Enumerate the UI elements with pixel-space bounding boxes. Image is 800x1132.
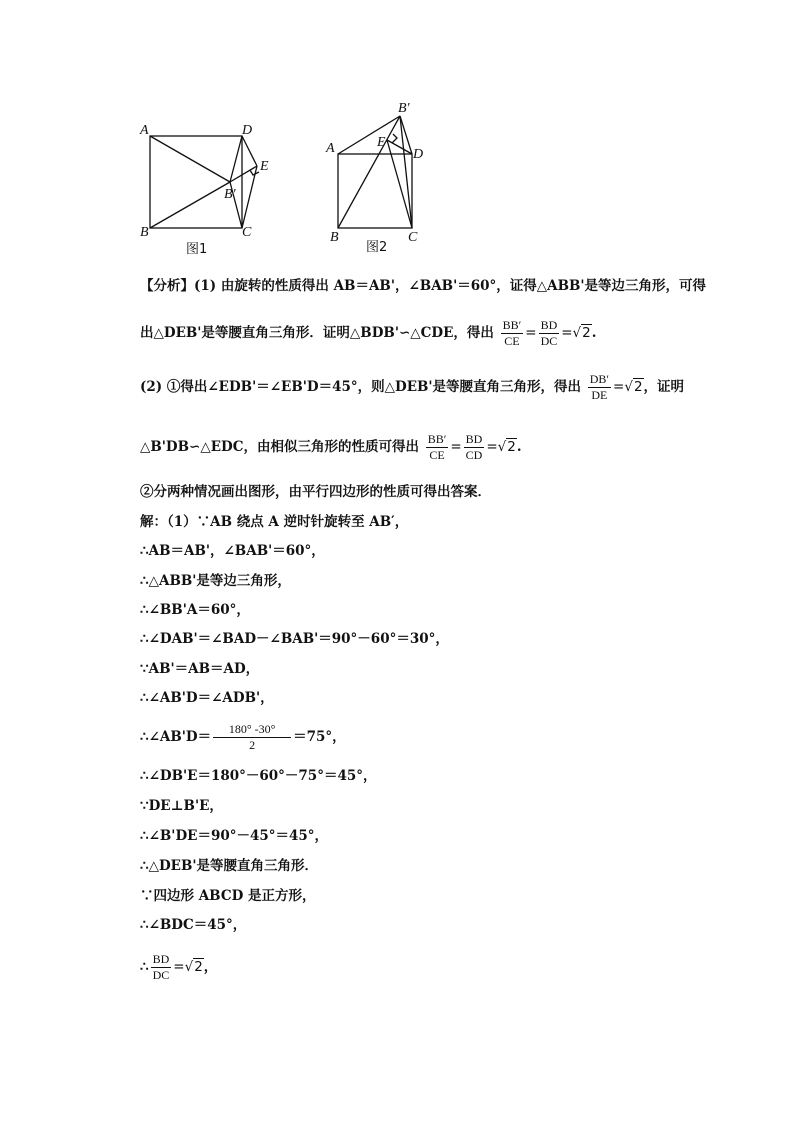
sqrt-2: √2 xyxy=(184,959,203,975)
fraction-bd-dc: $\frac{BD}{DC}$ xyxy=(152,952,170,982)
right-angle-mark xyxy=(392,134,397,143)
figure-1 xyxy=(130,118,290,258)
label-b: B xyxy=(140,225,149,240)
square-abcd xyxy=(150,136,242,228)
label-e: E xyxy=(377,135,386,150)
solution-line-13: ∵四边形 ABCD 是正方形， xyxy=(140,888,316,904)
fraction-bbp-ce: $\frac{BB'}{CE}$ xyxy=(427,432,447,462)
segment-ec xyxy=(387,140,412,228)
sqrt-2: √2 xyxy=(572,325,591,341)
solution-line-7: ∴∠AB'D＝∠ADB'， xyxy=(140,690,274,706)
fraction-bd-dc: $\frac{BD}{DC}$ xyxy=(540,318,558,348)
solution-line-8: ∴∠AB'D＝ $\frac{180^\circ -30^\circ}{2}$ ＝75°， xyxy=(140,722,346,752)
analysis-line-2: 出△DEB'是等腰直角三角形．证明△BDB'∽△CDE，得出 $\frac{BB'}{CE}$ = $\frac{BD}{DC}$ =√2. xyxy=(140,318,597,348)
label-b: B xyxy=(330,230,339,245)
solution-line-5: ∴∠DAB'＝∠BAD－∠BAB'＝90°－60°＝30°， xyxy=(140,631,449,647)
solution-line-14: ∴∠BDC＝45°， xyxy=(140,917,247,933)
fraction-dbp-de: $\frac{DB'}{DE}$ xyxy=(589,372,610,402)
fraction-bbp-ce: $\frac{BB'}{CE}$ xyxy=(502,318,522,348)
segment-bb-prime xyxy=(338,116,400,228)
segment-de xyxy=(242,136,257,166)
solution-line-1: 解：（1）∵AB 绕点 A 逆时针旋转至 AB′， xyxy=(140,514,409,530)
label-d: D xyxy=(242,123,253,138)
segment-cb-prime xyxy=(400,116,412,228)
sqrt-2: √2 xyxy=(497,439,516,455)
label-c: C xyxy=(242,225,252,240)
label-a: A xyxy=(326,141,335,156)
segment-bb-prime xyxy=(150,182,230,228)
label-b-prime: B' xyxy=(398,101,410,116)
label-e: E xyxy=(260,159,269,174)
sqrt-2: √2 xyxy=(624,379,643,395)
figure-caption: 图2 xyxy=(366,240,388,255)
segment-ec xyxy=(242,166,257,228)
solution-line-4: ∴∠BB'A＝60°， xyxy=(140,602,250,618)
figure-caption: 图1 xyxy=(186,242,208,257)
figure-2 xyxy=(322,96,432,258)
analysis-line-5: ②分两种情况画出图形，由平行四边形的性质可得出答案． xyxy=(140,484,491,500)
segment-ab-prime xyxy=(338,116,400,154)
label-c: C xyxy=(408,230,418,245)
label-b-prime: B' xyxy=(224,187,236,202)
segment-db-prime xyxy=(230,136,242,182)
solution-line-2: ∴AB＝AB'，∠BAB'＝60°， xyxy=(140,543,325,559)
solution-line-6: ∵AB'＝AB＝AD， xyxy=(140,661,260,677)
solution-line-9: ∴∠DB'E＝180°－60°－75°＝45°， xyxy=(140,768,377,784)
fraction-angle-calc: $\frac{180^\circ -30^\circ}{2}$ xyxy=(213,722,291,753)
label-d: D xyxy=(413,147,424,162)
fraction-bd-cd: $\frac{BD}{CD}$ xyxy=(465,432,483,462)
analysis-line-1: 【分析】(1) 由旋转的性质得出 AB＝AB'，∠BAB'＝60°，证得△ABB'是等边三角形，可得 xyxy=(140,278,707,294)
solution-line-10: ∵DE⊥B'E， xyxy=(140,798,223,814)
solution-line-12: ∴△DEB'是等腰直角三角形． xyxy=(140,858,319,874)
label-a: A xyxy=(140,123,149,138)
solution-line-15: ∴ $\frac{BD}{DC}$ =√2， xyxy=(140,952,218,982)
analysis-line-4: △B'DB∽△EDC，由相似三角形的性质可得出 $\frac{BB'}{CE}$ = $\frac{BD}{CD}$ =√2. xyxy=(140,432,522,462)
solution-line-3: ∴△ABB'是等边三角形， xyxy=(140,573,291,589)
solution-line-11: ∴∠B'DE＝90°－45°＝45°， xyxy=(140,828,329,844)
analysis-line-3: (2) ①得出∠EDB'＝∠EB'D＝45°，则△DEB'是等腰直角三角形，得出 $\frac{DB'}{DE}$ =√2，证明 xyxy=(140,372,685,402)
right-angle-mark xyxy=(250,170,259,175)
segment-ab-prime xyxy=(150,136,230,182)
